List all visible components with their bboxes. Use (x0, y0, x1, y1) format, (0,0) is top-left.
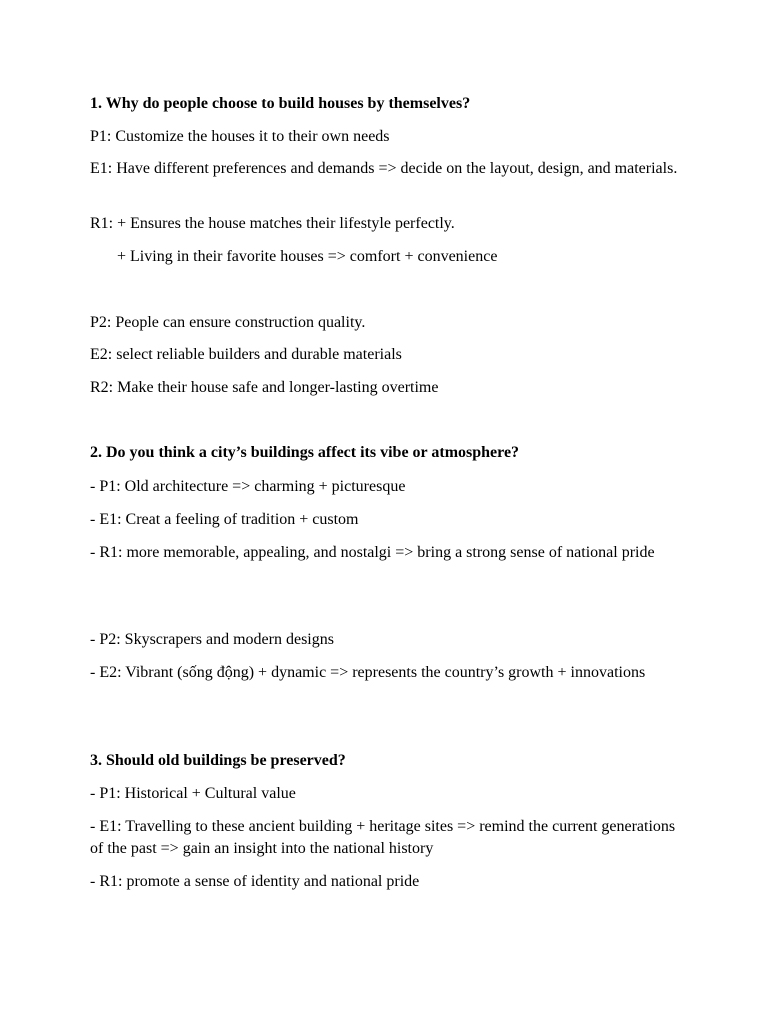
section-2-p2: - P2: Skyscrapers and modern designs (90, 631, 334, 648)
section-3-r1: - R1: promote a sense of identity and national pride (90, 873, 420, 890)
section-2-e1: - E1: Creat a feeling of tradition + custom (90, 511, 359, 528)
section-1-r1-cont: + Living in their favorite houses => comfort + convenience (117, 248, 498, 265)
section-1-r1: R1: + Ensures the house matches their lifestyle perfectly. (90, 215, 455, 232)
section-2-question: 2. Do you think a city’s buildings affect its vibe or atmosphere? (90, 444, 520, 461)
section-1-p2: P2: People can ensure construction quality. (90, 314, 366, 331)
section-2-r1: - R1: more memorable, appealing, and nostalgi => bring a strong sense of national pride (90, 544, 655, 561)
section-1-question: 1. Why do people choose to build houses by themselves? (90, 95, 471, 112)
section-3-p1: - P1: Historical + Cultural value (90, 785, 296, 802)
section-1-e1: E1: Have different preferences and demands => decide on the layout, design, and materials. (90, 160, 678, 177)
section-1-p1: P1: Customize the houses it to their own needs (90, 128, 390, 145)
section-3-e1: - E1: Travelling to these ancient building + heritage sites => remind the current generations of the past => gain an insight into the national history (90, 818, 676, 857)
section-3-question: 3. Should old buildings be preserved? (90, 752, 346, 769)
section-2-e2: - E2: Vibrant (sống động) + dynamic => represents the country’s growth + innovations (90, 664, 646, 681)
section-2-p1: - P1: Old architecture => charming + picturesque (90, 478, 406, 495)
section-1-r2: R2: Make their house safe and longer-lasting overtime (90, 379, 439, 396)
section-1-e2: E2: select reliable builders and durable materials (90, 346, 402, 363)
